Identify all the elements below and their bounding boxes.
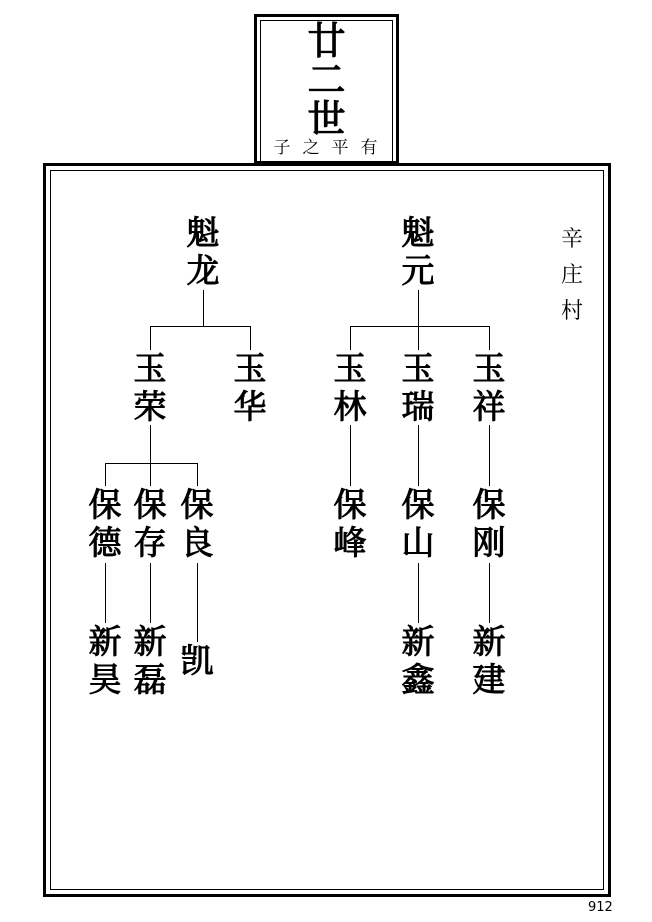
tree-line [150, 326, 251, 327]
generation-char: 世 [307, 96, 346, 141]
person-char: 鑫 [401, 660, 435, 699]
person-kuiyuan [398, 214, 438, 290]
person-char: 玉 [401, 349, 435, 388]
tree-line [489, 563, 490, 623]
person-char: 荣 [133, 387, 167, 426]
person-yuhua [230, 350, 270, 426]
page-frame [43, 163, 611, 897]
tree-line [418, 290, 419, 326]
tree-line [350, 425, 351, 486]
person-char: 元 [401, 251, 435, 290]
person-char: 祥 [472, 387, 506, 426]
person-char: 保 [333, 485, 367, 524]
person-char: 存 [133, 523, 167, 562]
village-char: 村 [560, 299, 583, 324]
person-kai [177, 642, 217, 680]
person-char: 新 [472, 622, 506, 661]
person-char: 昊 [88, 660, 122, 699]
village-name [558, 222, 586, 330]
person-char: 新 [133, 622, 167, 661]
tree-line [203, 290, 204, 326]
tree-line [250, 326, 251, 350]
person-yurui [398, 350, 438, 426]
village-char: 辛 [560, 227, 583, 252]
person-baofeng [330, 486, 370, 562]
person-char: 华 [233, 387, 267, 426]
person-xinlei [130, 623, 170, 699]
tree-line [418, 563, 419, 623]
person-char: 保 [472, 485, 506, 524]
person-char: 保 [401, 485, 435, 524]
generation-char: 二 [307, 57, 346, 102]
person-char: 磊 [133, 660, 167, 699]
tree-line [418, 425, 419, 486]
tree-line [197, 463, 198, 486]
person-char: 瑞 [401, 387, 435, 426]
tree-line [105, 463, 198, 464]
generation-tab [254, 14, 399, 164]
tree-line [197, 563, 198, 642]
tree-line [150, 425, 151, 463]
person-char: 玉 [233, 349, 267, 388]
tree-line [489, 326, 490, 350]
person-char: 良 [180, 523, 214, 562]
person-char: 新 [88, 622, 122, 661]
person-char: 玉 [472, 349, 506, 388]
tree-line [350, 326, 490, 327]
generation-title [257, 18, 396, 141]
person-kuilong [183, 214, 223, 290]
person-char: 林 [333, 387, 367, 426]
person-char: 新 [401, 622, 435, 661]
tree-line [150, 326, 151, 350]
village-char: 庄 [560, 263, 583, 288]
person-xinjian [469, 623, 509, 699]
person-char: 保 [88, 485, 122, 524]
person-baocun [130, 486, 170, 562]
tree-line [489, 425, 490, 486]
person-baoliang [177, 486, 217, 562]
generation-subtitle: 子之平有 [273, 138, 390, 158]
person-xinhao [85, 623, 125, 699]
tree-line [150, 463, 151, 486]
person-yulin [330, 350, 370, 426]
tree-line [150, 563, 151, 623]
person-char: 峰 [333, 523, 367, 562]
tree-line [105, 463, 106, 486]
generation-char: 廿 [307, 18, 346, 63]
person-char: 龙 [186, 251, 220, 290]
tree-line [105, 563, 106, 623]
person-baoshan [398, 486, 438, 562]
page-number: 912 [588, 900, 613, 915]
person-yurong [130, 350, 170, 426]
person-char: 建 [472, 660, 506, 699]
person-char: 保 [133, 485, 167, 524]
person-char: 刚 [472, 523, 506, 562]
person-char: 保 [180, 485, 214, 524]
person-baogang [469, 486, 509, 562]
person-xinxin [398, 623, 438, 699]
person-char: 魁 [186, 213, 220, 252]
tree-line [418, 326, 419, 350]
person-char: 凯 [180, 641, 214, 680]
person-char: 玉 [133, 349, 167, 388]
person-baode [85, 486, 125, 562]
tree-line [350, 326, 351, 350]
person-yuxiang [469, 350, 509, 426]
person-char: 魁 [401, 213, 435, 252]
person-char: 玉 [333, 349, 367, 388]
person-char: 山 [401, 523, 435, 562]
person-char: 德 [88, 523, 122, 562]
